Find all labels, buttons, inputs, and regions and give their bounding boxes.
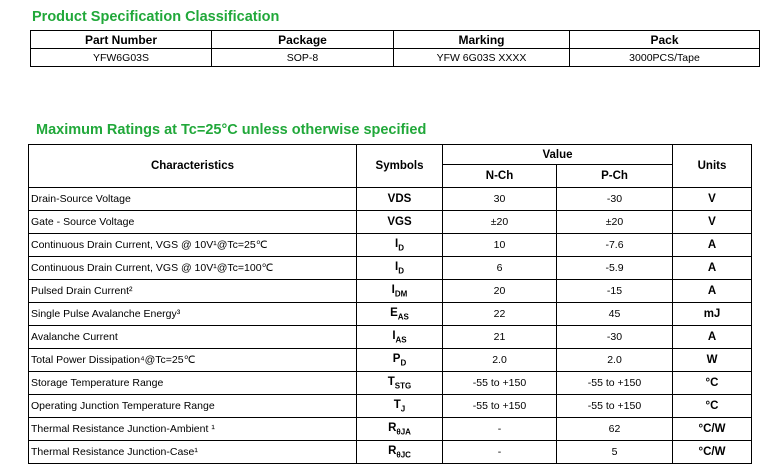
symbol-cell xyxy=(357,441,443,464)
symbol-cell xyxy=(357,303,443,326)
n-ch-value: 2.0 xyxy=(443,349,557,372)
header-n-ch: N-Ch xyxy=(443,165,557,188)
unit-cell: °C/W xyxy=(673,418,752,441)
symbol-main: I xyxy=(395,237,399,250)
p-ch-value: -5.9 xyxy=(557,257,673,280)
p-ch-value: ±20 xyxy=(557,211,673,234)
table-row xyxy=(29,280,752,303)
n-ch-value: 22 xyxy=(443,303,557,326)
spec-pack: 3000PCS/Tape xyxy=(570,49,760,67)
symbol-main: T xyxy=(387,375,395,388)
symbol-cell xyxy=(357,234,443,257)
symbol-cell xyxy=(357,372,443,395)
spec-header-part-number: Part Number xyxy=(31,31,212,49)
symbol-main: R xyxy=(388,421,397,434)
spec-header-package: Package xyxy=(212,31,394,49)
header-symbols: Symbols xyxy=(357,145,443,188)
table-row xyxy=(29,303,752,326)
spec-table xyxy=(30,30,760,67)
symbol-cell xyxy=(357,326,443,349)
symbol-cell xyxy=(357,418,443,441)
p-ch-value: 45 xyxy=(557,303,673,326)
unit-cell: V xyxy=(673,188,752,211)
spec-header-marking: Marking xyxy=(394,31,570,49)
table-row xyxy=(29,441,752,464)
symbol-subscript: DM xyxy=(394,289,408,299)
characteristic-cell: Avalanche Current xyxy=(29,326,357,349)
unit-cell: A xyxy=(673,257,752,280)
unit-cell: °C/W xyxy=(673,441,752,464)
n-ch-value: 6 xyxy=(443,257,557,280)
characteristic-cell: Storage Temperature Range xyxy=(29,372,357,395)
symbol-cell xyxy=(357,280,443,303)
symbol-main: I xyxy=(392,329,396,342)
table-row xyxy=(29,211,752,234)
symbol-main: E xyxy=(390,306,398,319)
spec-section-title: Product Specification Classification xyxy=(32,9,280,25)
ratings-section-title: Maximum Ratings at Tc=25°C unless otherwise specified xyxy=(36,122,427,138)
unit-cell: W xyxy=(673,349,752,372)
unit-cell: A xyxy=(673,234,752,257)
unit-cell: A xyxy=(673,280,752,303)
p-ch-value: -15 xyxy=(557,280,673,303)
symbol-subscript: θJC xyxy=(396,450,411,460)
n-ch-value: 30 xyxy=(443,188,557,211)
header-value: Value xyxy=(443,145,673,165)
characteristic-cell: Pulsed Drain Current² xyxy=(29,280,357,303)
unit-cell: mJ xyxy=(673,303,752,326)
table-row xyxy=(29,257,752,280)
symbol-cell xyxy=(357,188,443,211)
symbol-subscript: STG xyxy=(394,381,412,391)
characteristic-cell: Thermal Resistance Junction-Ambient ¹ xyxy=(29,418,357,441)
characteristic-cell: Continuous Drain Current, VGS @ 10V¹@Tc=25℃ xyxy=(29,234,357,257)
header-units: Units xyxy=(673,145,752,188)
ratings-header-row-top xyxy=(29,145,752,165)
symbol-subscript: D xyxy=(398,266,404,276)
n-ch-value: 10 xyxy=(443,234,557,257)
characteristic-cell: Gate - Source Voltage xyxy=(29,211,357,234)
n-ch-value: - xyxy=(443,418,557,441)
symbol-subscript: J xyxy=(400,404,406,414)
table-row xyxy=(29,395,752,418)
symbol-cell xyxy=(357,257,443,280)
symbol-cell xyxy=(357,395,443,418)
symbol-subscript: AS xyxy=(395,335,407,345)
p-ch-value: -55 to +150 xyxy=(557,372,673,395)
symbol-subscript: θJA xyxy=(396,427,411,437)
table-row xyxy=(29,418,752,441)
characteristic-cell: Single Pulse Avalanche Energy³ xyxy=(29,303,357,326)
n-ch-value: 21 xyxy=(443,326,557,349)
unit-cell: V xyxy=(673,211,752,234)
n-ch-value: -55 to +150 xyxy=(443,372,557,395)
p-ch-value: 2.0 xyxy=(557,349,673,372)
spec-data-row xyxy=(31,49,760,67)
spec-header-pack: Pack xyxy=(570,31,760,49)
characteristic-cell: Continuous Drain Current, VGS @ 10V¹@Tc=100℃ xyxy=(29,257,357,280)
table-row xyxy=(29,372,752,395)
symbol-main: P xyxy=(392,352,401,365)
symbol-main: I xyxy=(391,283,395,296)
table-row xyxy=(29,349,752,372)
table-row xyxy=(29,188,752,211)
symbol-subscript: D xyxy=(400,358,407,368)
p-ch-value: -7.6 xyxy=(557,234,673,257)
characteristic-cell: Drain-Source Voltage xyxy=(29,188,357,211)
header-characteristics: Characteristics xyxy=(29,145,357,188)
characteristic-cell: Thermal Resistance Junction-Case¹ xyxy=(29,441,357,464)
symbol-main: VGS xyxy=(387,216,412,228)
n-ch-value: 20 xyxy=(443,280,557,303)
symbol-subscript: AS xyxy=(397,312,409,322)
unit-cell: A xyxy=(673,326,752,349)
spec-package: SOP-8 xyxy=(212,49,394,67)
symbol-main: T xyxy=(393,398,401,411)
unit-cell: °C xyxy=(673,372,752,395)
p-ch-value: -30 xyxy=(557,326,673,349)
p-ch-value: 62 xyxy=(557,418,673,441)
table-row xyxy=(29,234,752,257)
p-ch-value: -55 to +150 xyxy=(557,395,673,418)
n-ch-value: - xyxy=(443,441,557,464)
p-ch-value: -30 xyxy=(557,188,673,211)
symbol-main: I xyxy=(395,260,399,273)
characteristic-cell: Operating Junction Temperature Range xyxy=(29,395,357,418)
n-ch-value: ±20 xyxy=(443,211,557,234)
spec-header-row xyxy=(31,31,760,49)
characteristic-cell: Total Power Dissipation⁴@Tc=25℃ xyxy=(29,349,357,372)
symbol-main: R xyxy=(388,444,397,457)
p-ch-value: 5 xyxy=(557,441,673,464)
symbol-cell xyxy=(357,349,443,372)
unit-cell: °C xyxy=(673,395,752,418)
symbol-subscript: D xyxy=(398,243,404,253)
header-p-ch: P-Ch xyxy=(557,165,673,188)
symbol-cell xyxy=(357,211,443,234)
table-row xyxy=(29,326,752,349)
spec-marking: YFW 6G03S XXXX xyxy=(394,49,570,67)
max-ratings-table xyxy=(28,144,752,464)
symbol-main: VDS xyxy=(387,193,412,205)
n-ch-value: -55 to +150 xyxy=(443,395,557,418)
spec-part-number: YFW6G03S xyxy=(31,49,212,67)
